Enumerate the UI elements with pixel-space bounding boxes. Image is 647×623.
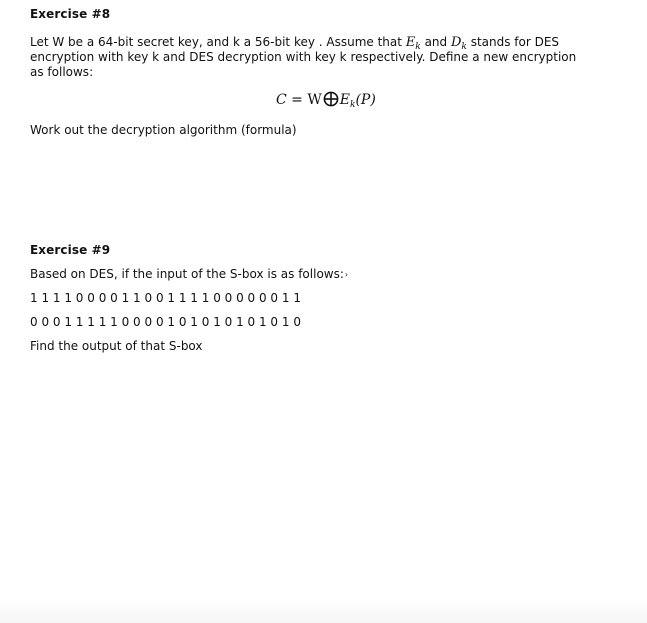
exercise-9-question: Find the output of that S-box [30, 339, 203, 353]
formula-e-letter: E [339, 92, 350, 108]
formula-e-subscript: k [349, 100, 356, 110]
sbox-input-bits-line-1: 1 1 1 1 0 0 0 0 1 1 0 0 1 1 1 1 0 0 0 0 0 0 1 1 [30, 291, 301, 305]
decryption-subscript: k [461, 42, 467, 52]
exercise-8-intro-and: and [420, 35, 451, 49]
exercise-8-intro-text-1: Let W be a 64-bit secret key, and k a 56-bit key . Assume that [30, 35, 406, 49]
xor-icon [323, 91, 339, 111]
decryption-letter: D [450, 35, 462, 50]
formula-argument: (P) [355, 92, 376, 108]
exercise-8-question: Work out the decryption algorithm (formula) [30, 123, 297, 137]
formula-lhs: C [276, 92, 287, 108]
formula-eq-w: = W [286, 92, 322, 108]
exercise-8-intro-text-2: stands for DES encryption with key k and DES decryption with key k respectively. Define a new encryption as follows: [30, 35, 577, 79]
encryption-symbol [406, 35, 421, 50]
exercise-9-heading: Exercise #9 [30, 243, 111, 257]
exercise-8-heading: Exercise #8 [30, 7, 111, 21]
encryption-letter: E [405, 35, 416, 50]
exercise-9-intro-text: Based on DES, if the input of the S-box is as follows: [30, 267, 344, 281]
encryption-formula [276, 91, 416, 113]
arrow-mark-icon: › [344, 270, 349, 279]
decryption-symbol [451, 35, 467, 50]
exercise-9-intro [30, 267, 590, 282]
exercise-8-intro [30, 35, 590, 80]
formula-encryption [340, 92, 356, 108]
page-bottom-edge [0, 597, 647, 623]
encryption-subscript: k [415, 42, 421, 52]
sbox-input-bits-line-2: 0 0 0 1 1 1 1 1 0 0 0 0 1 0 1 0 1 0 1 0 1 0 1 0 [30, 315, 301, 329]
